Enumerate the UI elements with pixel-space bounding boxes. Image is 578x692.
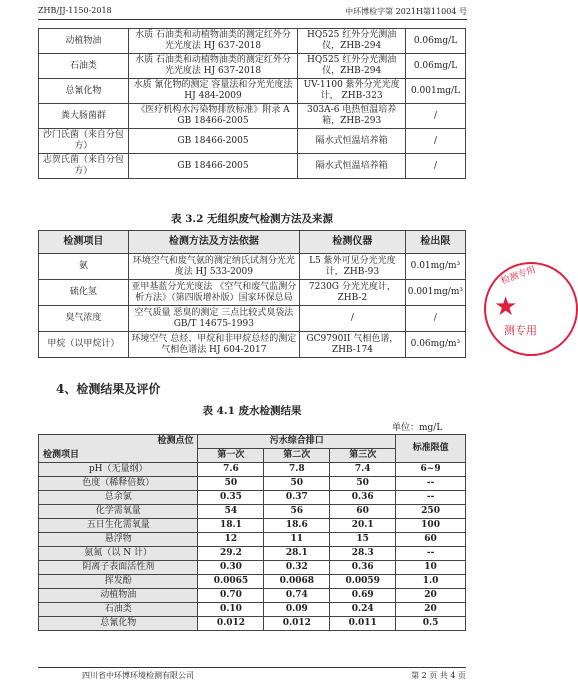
item-cell: 石油类: [39, 603, 198, 617]
table-3-2-caption: 表 3.2 无组织废气检测方法及来源: [170, 213, 334, 225]
table-row: [39, 617, 466, 631]
value-cell: 20.1: [330, 519, 396, 533]
item-cell: 动植物油: [39, 29, 129, 54]
doc-code: ZHB/JJ-1150-2018: [38, 6, 112, 15]
item-cell: 甲烷（以甲烷计）: [39, 332, 129, 358]
value-cell: 29.2: [198, 547, 264, 561]
table-4-1-caption: 表 4.1 废水检测结果: [202, 405, 302, 417]
value-cell: 56: [264, 505, 330, 519]
official-seal: [484, 262, 578, 356]
value-cell: 0.0059: [330, 575, 396, 589]
report-number: 中环博检字第 2021H第11004 号: [345, 7, 467, 16]
value-cell: 0.36: [330, 491, 396, 505]
value-cell: 15: [330, 533, 396, 547]
instrument-cell: UV-1100 紫外分光光度计， ZHB-323: [298, 79, 406, 104]
seal-text-top: 检测专用: [499, 265, 538, 287]
limit-cell: --: [396, 477, 466, 491]
value-cell: 0.37: [264, 491, 330, 505]
value-cell: 0.36: [330, 561, 396, 575]
item-cell: 石油类: [39, 54, 129, 79]
value-cell: 0.09: [264, 603, 330, 617]
table-row: [39, 491, 466, 505]
item-cell: 总氰化物: [39, 617, 198, 631]
unit-label: 单位：mg/L: [392, 423, 443, 433]
table-row: [39, 54, 466, 79]
table-row: [39, 154, 466, 179]
limit-cell: 6~9: [396, 463, 466, 477]
table-row: [39, 575, 466, 589]
limit-cell: /: [406, 154, 466, 179]
section-heading: 4、检测结果及评价: [56, 382, 161, 396]
value-cell: 7.6: [198, 463, 264, 477]
limit-cell: 0.01mg/m³: [405, 254, 465, 280]
page-footer: [38, 667, 466, 681]
column-header: 检测方法及方法依据: [128, 231, 299, 254]
instrument-cell: HQ525 红外分光测油仪，ZHB-294: [298, 54, 406, 79]
item-cell: 总氰化物: [39, 79, 129, 104]
outlet-header: 污水综合排口: [198, 435, 396, 449]
value-cell: 0.69: [330, 589, 396, 603]
table-row: [39, 29, 466, 54]
value-cell: 50: [330, 477, 396, 491]
table-row: [39, 589, 466, 603]
value-cell: 11: [264, 533, 330, 547]
limit-cell: 100: [396, 519, 466, 533]
run-header: 第一次: [198, 449, 264, 463]
method-cell: 水质 氰化物的测定 容量法和分光光度法 HJ 484-2009: [128, 79, 298, 104]
method-cell: 水质 石油类和动植物油类的测定红外分光光度法 HJ 637-2018: [128, 29, 298, 54]
table-row: [39, 561, 466, 575]
instrument-cell: L5 紫外可见分光光度计，ZHB-93: [300, 254, 406, 280]
instrument-cell: 隔水式恒温培养箱: [298, 154, 406, 179]
value-cell: 50: [264, 477, 330, 491]
company-name: 四川省中环博环境检测有限公司: [82, 671, 194, 680]
limit-cell: 1.0: [396, 575, 466, 589]
instrument-cell: GC9790II 气相色谱，ZHB-174: [300, 332, 406, 358]
item-cell: 粪大肠菌群: [39, 104, 129, 129]
item-cell: 阴离子表面活性剂: [39, 561, 198, 575]
item-cell: 沙门氏菌（来自分包方）: [39, 129, 129, 154]
limit-cell: --: [396, 547, 466, 561]
value-cell: 0.30: [198, 561, 264, 575]
limit-cell: 0.001mg/m³: [405, 280, 465, 306]
value-cell: 0.011: [330, 617, 396, 631]
value-cell: 12: [198, 533, 264, 547]
page-header: [38, 6, 467, 20]
value-cell: 0.32: [264, 561, 330, 575]
column-header: 检测仪器: [300, 231, 406, 254]
item-cell: 志贺氏菌（来自分包方）: [39, 154, 129, 179]
point-item-header: [39, 435, 198, 463]
method-table-gas: [38, 230, 466, 358]
column-header: 检出限: [405, 231, 465, 254]
seal-text-bottom: 测专用: [504, 324, 537, 337]
table-row: [39, 254, 466, 280]
table-row: [39, 603, 466, 617]
method-cell: 环境空气和废气氨的测定纳氏试剂分光光度法 HJ 533-2009: [128, 254, 299, 280]
value-cell: 28.3: [330, 547, 396, 561]
item-cell: 臭气浓度: [39, 306, 129, 332]
table-row: [39, 332, 466, 358]
value-cell: 18.1: [198, 519, 264, 533]
value-cell: 7.8: [264, 463, 330, 477]
item-cell: 氨氮（以 N 计）: [39, 547, 198, 561]
item-cell: 悬浮物: [39, 533, 198, 547]
method-cell: GB 18466-2005: [128, 154, 298, 179]
limit-cell: /: [406, 104, 466, 129]
instrument-cell: HQ525 红外分光测油仪，ZHB-294: [298, 29, 406, 54]
item-cell: 五日生化需氧量: [39, 519, 198, 533]
value-cell: 7.4: [330, 463, 396, 477]
value-cell: 18.6: [264, 519, 330, 533]
table-row: [39, 505, 466, 519]
value-cell: 0.012: [264, 617, 330, 631]
item-cell: 化学需氧量: [39, 505, 198, 519]
table-row: [39, 533, 466, 547]
item-cell: 色度（稀释倍数）: [39, 477, 198, 491]
value-cell: 54: [198, 505, 264, 519]
limit-cell: 20: [396, 603, 466, 617]
run-header: 第三次: [330, 449, 396, 463]
value-cell: 0.70: [198, 589, 264, 603]
item-cell: 动植物油: [39, 589, 198, 603]
limit-cell: 250: [396, 505, 466, 519]
method-table-water: [38, 28, 466, 179]
table-row: [39, 519, 466, 533]
value-cell: 0.10: [198, 603, 264, 617]
value-cell: 50: [198, 477, 264, 491]
instrument-cell: 303A-6 电热恒温培养箱，ZHB-293: [298, 104, 406, 129]
value-cell: 0.0068: [264, 575, 330, 589]
page-number: 第 2 页 共 4 页: [411, 671, 466, 680]
limit-cell: 0.5: [396, 617, 466, 631]
wastewater-results-table: [38, 434, 466, 631]
limit-cell: 0.001mg/L: [406, 79, 466, 104]
method-cell: 空气质量 恶臭的测定 三点比较式臭袋法 GB/T 14675-1993: [128, 306, 299, 332]
value-cell: 0.74: [264, 589, 330, 603]
value-cell: 0.0065: [198, 575, 264, 589]
method-cell: 亚甲基蓝分光光度法 《空气和废气监测分析方法》（第四版增补版）国家环保总局: [128, 280, 299, 306]
method-cell: 《医疗机构水污染物排放标准》附录 A GB 18466-2005: [128, 104, 298, 129]
table-row: [39, 104, 466, 129]
table-row: [39, 547, 466, 561]
value-cell: 0.24: [330, 603, 396, 617]
run-header: 第二次: [264, 449, 330, 463]
method-cell: GB 18466-2005: [128, 129, 298, 154]
limit-cell: 0.06mg/m³: [405, 332, 465, 358]
point-label: 检测点位: [157, 436, 194, 446]
item-label: 检测项目: [43, 450, 80, 461]
table-row: [39, 280, 466, 306]
item-cell: 氨: [39, 254, 129, 280]
limit-header: 标准限值: [396, 435, 466, 463]
table-row: [39, 129, 466, 154]
value-cell: 0.35: [198, 491, 264, 505]
limit-cell: 60: [396, 533, 466, 547]
item-cell: 硫化氢: [39, 280, 129, 306]
method-cell: 环境空气 总烃、甲烷和非甲烷总烃的测定 气相色谱法 HJ 604-2017: [128, 332, 299, 358]
instrument-cell: 隔水式恒温培养箱: [298, 129, 406, 154]
limit-cell: 20: [396, 589, 466, 603]
table-row: [39, 306, 466, 332]
limit-cell: 0.06mg/L: [406, 29, 466, 54]
value-cell: 60: [330, 505, 396, 519]
table-row: [39, 79, 466, 104]
instrument-cell: /: [300, 306, 406, 332]
value-cell: 28.1: [264, 547, 330, 561]
seal-star-icon: ★: [494, 292, 518, 322]
method-cell: 水质 石油类和动植物油类的测定红外分光光度法 HJ 637-2018: [128, 54, 298, 79]
limit-cell: /: [405, 306, 465, 332]
instrument-cell: 7230G 分光光度计，ZHB-2: [300, 280, 406, 306]
value-cell: 0.012: [198, 617, 264, 631]
column-header: 检测项目: [39, 231, 129, 254]
limit-cell: /: [406, 129, 466, 154]
item-cell: pH（无量纲）: [39, 463, 198, 477]
table-row: [39, 463, 466, 477]
item-cell: 总余氯: [39, 491, 198, 505]
limit-cell: 10: [396, 561, 466, 575]
table-row: [39, 477, 466, 491]
item-cell: 挥发酚: [39, 575, 198, 589]
limit-cell: --: [396, 491, 466, 505]
limit-cell: 0.06mg/L: [406, 54, 466, 79]
